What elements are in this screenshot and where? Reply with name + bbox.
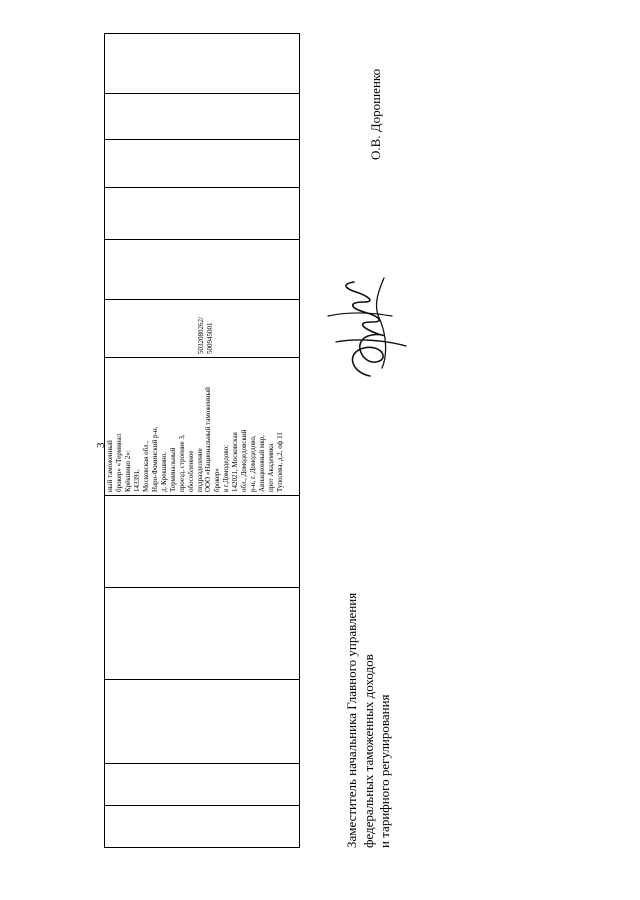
table-cell (105, 140, 300, 188)
table-cell (105, 188, 300, 240)
registry-table (104, 33, 300, 848)
table-cell (105, 806, 300, 848)
table-cell (105, 34, 300, 94)
handwritten-signature (306, 272, 418, 382)
signatory-name: О.В. Дорошенко (368, 68, 383, 160)
address-text: ный таможенный брокер» «Терминал Крёкшино 2»: 143391, Московская обл., Наро-Фоминский р-н, д. Крекшино, Терминальный проезд, строение 3, обособленное подразделение ООО «Национальный таможенный брокер» в г.Домодедово: 142021, Московская обл., Домодедовский р-н, г. Домодедово, Авиационный мкр, прот Академика Туполева, д.2, оф 11 (106, 387, 285, 492)
table-cell (105, 496, 300, 588)
page-number: 3 (95, 442, 107, 448)
table-cell (105, 588, 300, 680)
inn-kpp-text: 5032080262/ 500945001 (197, 317, 214, 354)
table-cell (105, 764, 300, 806)
table-cell-address (105, 358, 300, 496)
table-cell-inn-kpp (105, 300, 300, 358)
table-cell (105, 240, 300, 300)
signatory-position: Заместитель начальника Главного управления федеральных таможенных доходов и тарифного регулирования (344, 592, 392, 848)
table-cell (105, 94, 300, 140)
table-cell (105, 680, 300, 764)
table-row (105, 34, 300, 848)
